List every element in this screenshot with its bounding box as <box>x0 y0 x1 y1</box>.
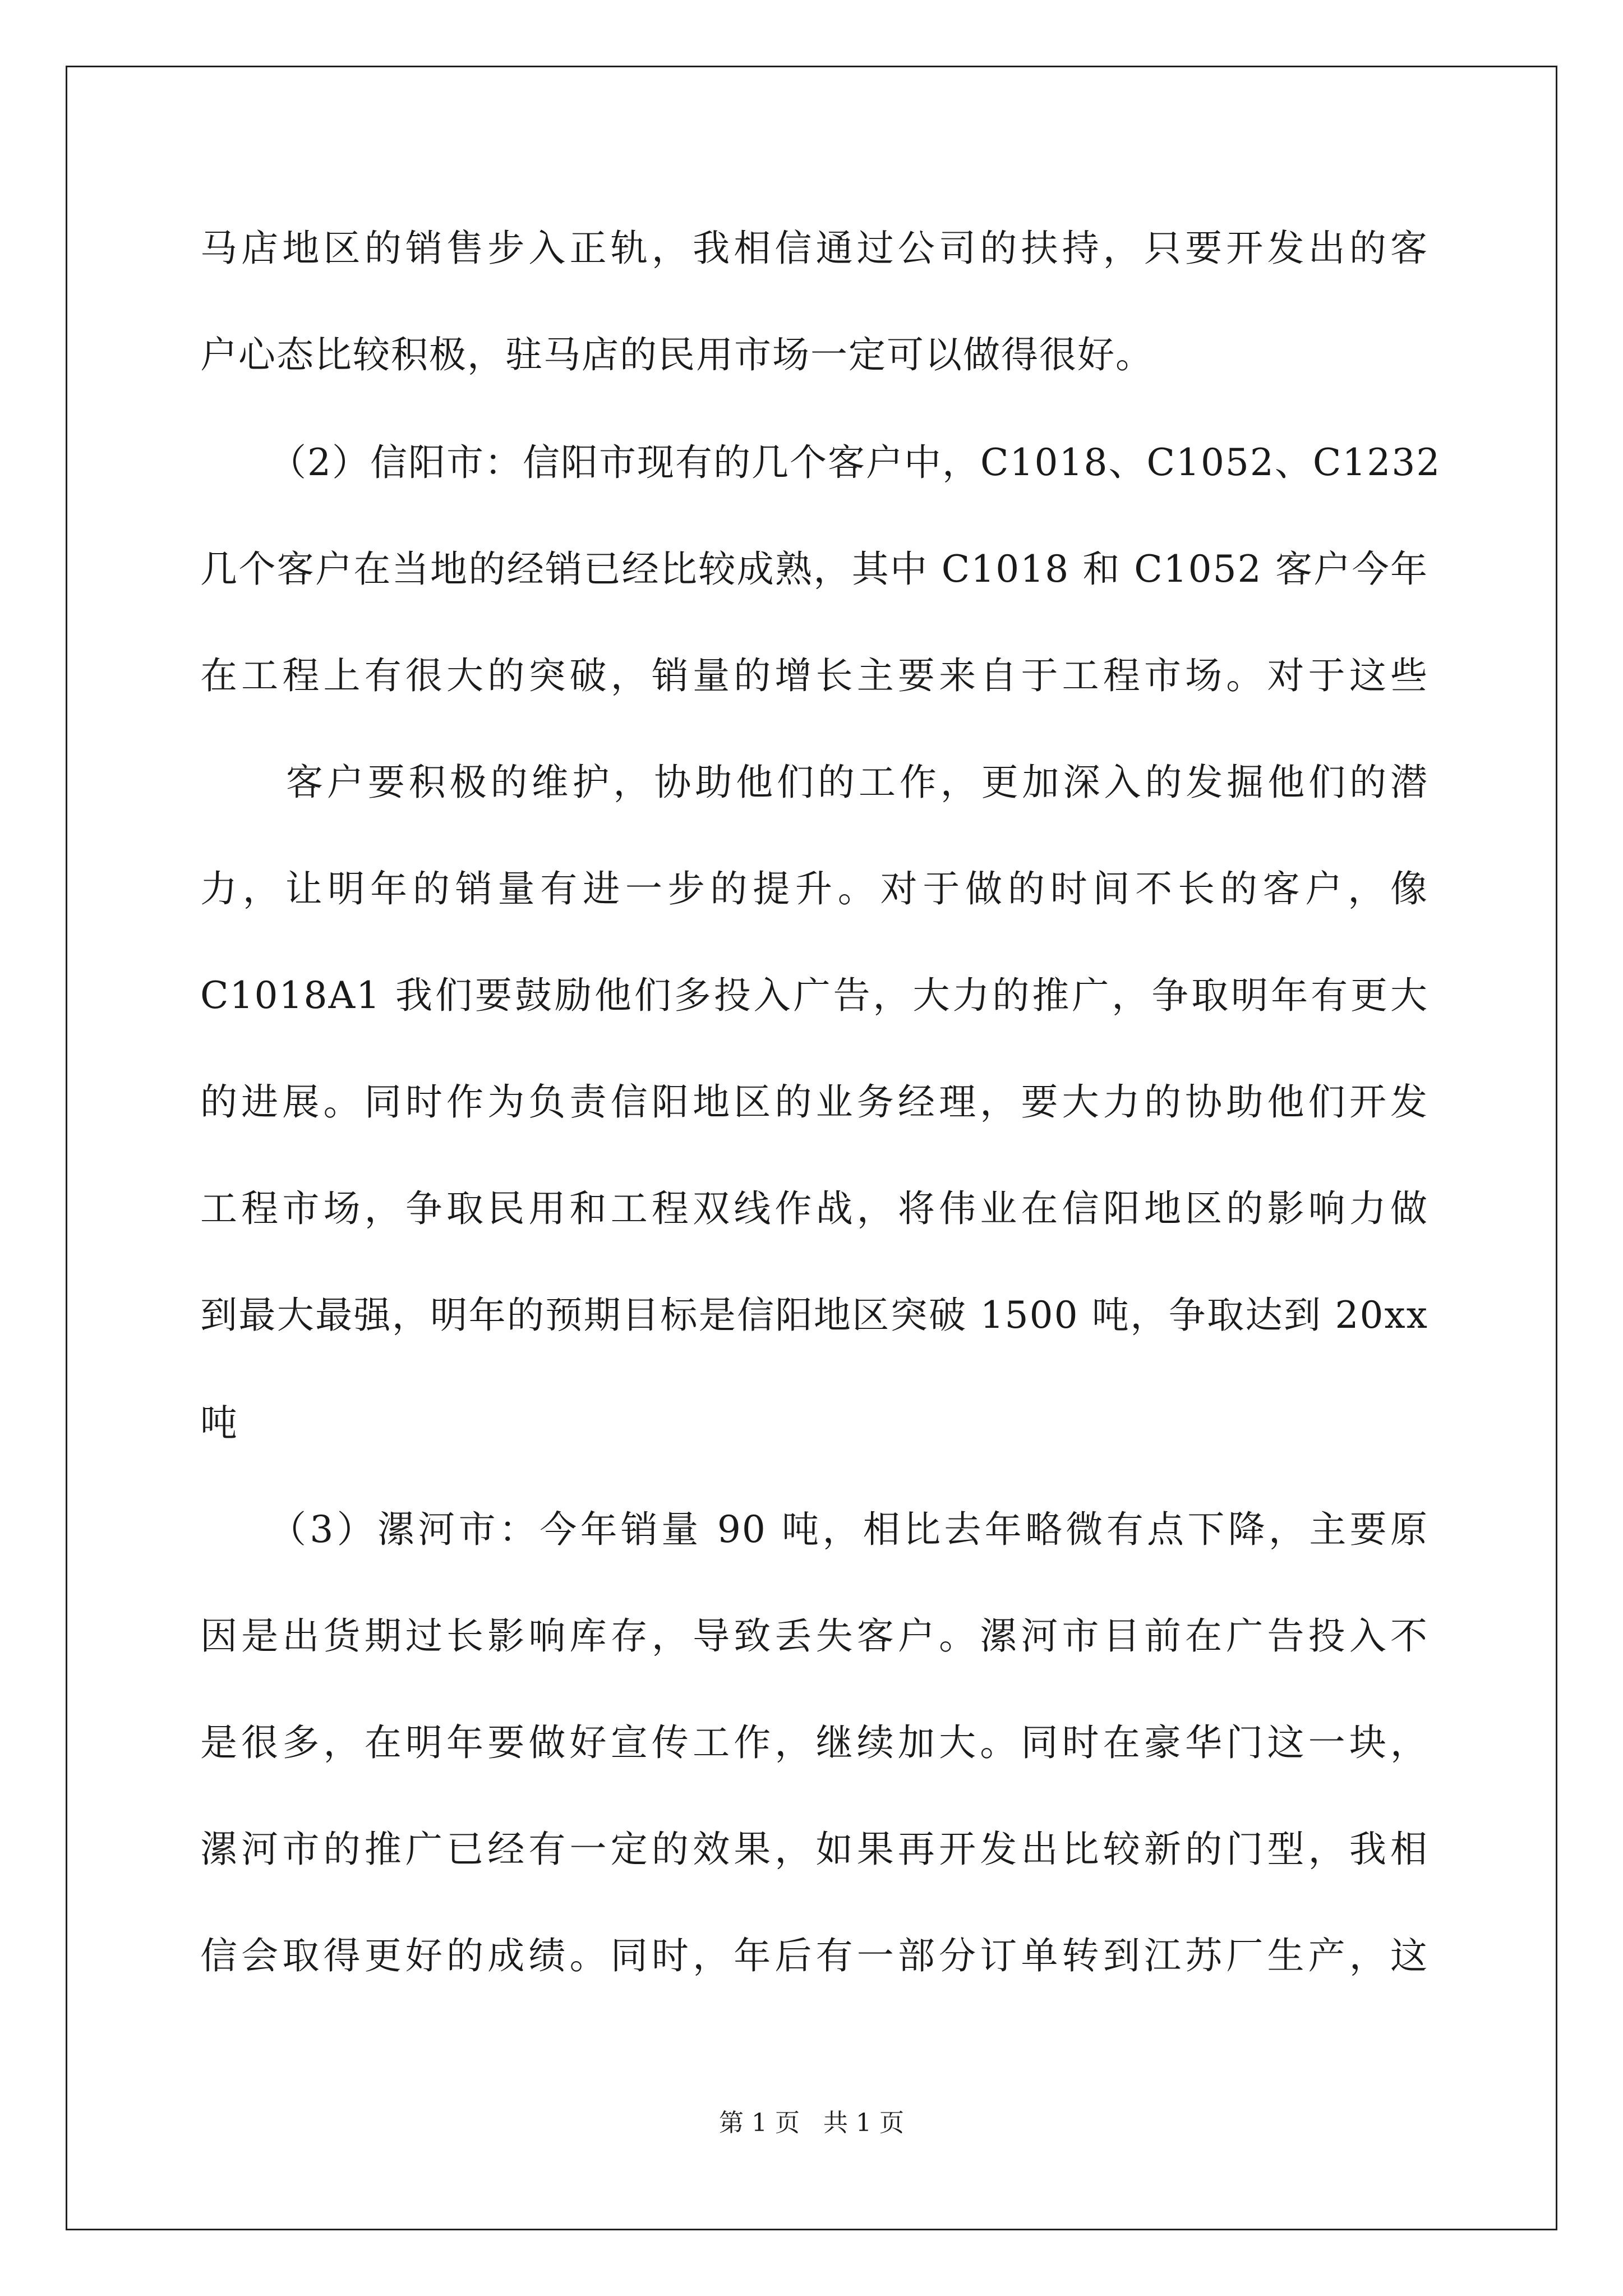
text-line: 信会取得更好的成绩。同时，年后有一部分订单转到江苏厂生产，这 <box>200 1934 1428 1977</box>
text-line: 客户要积极的维护，协助他们的工作，更加深入的发掘他们的潜 <box>286 761 1428 804</box>
text-line: 工程市场，争取民用和工程双线作战，将伟业在信阳地区的影响力做 <box>200 1187 1428 1230</box>
text-line: 几个客户在当地的经销已经比较成熟，其中 C1018 和 C1052 客户今年 <box>200 547 1428 591</box>
text-line: 在工程上有很大的突破，销量的增长主要来自于工程市场。对于这些 <box>200 654 1428 697</box>
page-footer: 第 1 页 共 1 页 <box>719 2109 904 2137</box>
text-line: 是很多，在明年要做好宣传工作，继续加大。同时在豪华门这一块， <box>200 1721 1428 1764</box>
text-line: （3）漯河市：今年销量 90 吨，相比去年略微有点下降，主要原 <box>269 1508 1428 1551</box>
text-line: 户心态比较积极，驻马店的民用市场一定可以做得很好。 <box>200 333 1154 376</box>
text-line: 力，让明年的销量有进一步的提升。对于做的时间不长的客户，像 <box>200 867 1428 910</box>
text-line: 吨 <box>200 1401 238 1444</box>
page-border <box>66 66 1557 2230</box>
text-line: 因是出货期过长影响库存，导致丢失客户。漯河市目前在广告投入不 <box>200 1614 1428 1658</box>
text-line: （2）信阳市：信阳市现有的几个客户中，C1018、C1052、C1232 <box>269 441 1441 484</box>
text-line: 马店地区的销售步入正轨，我相信通过公司的扶持，只要开发出的客 <box>200 227 1428 270</box>
text-line: C1018A1 我们要鼓励他们多投入广告，大力的推广，争取明年有更大 <box>200 974 1428 1017</box>
text-line: 漯河市的推广已经有一定的效果，如果再开发出比较新的门型，我相 <box>200 1828 1428 1871</box>
text-line: 到最大最强，明年的预期目标是信阳地区突破 1500 吨，争取达到 20xx <box>200 1294 1428 1337</box>
text-line: 的进展。同时作为负责信阳地区的业务经理，要大力的协助他们开发 <box>200 1080 1428 1124</box>
